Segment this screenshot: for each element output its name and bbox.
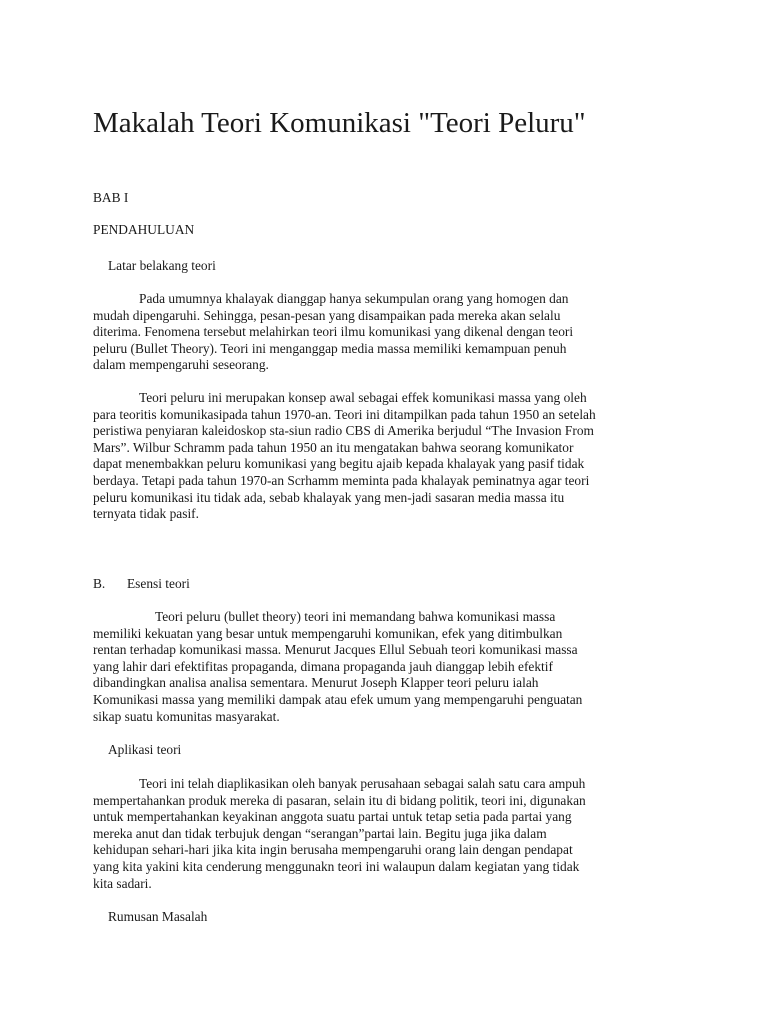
paragraph-latar-2: [93, 390, 683, 523]
paragraph-line: mempertahankan produk mereka di pasaran, selain itu di bidang politik, teori ini, digunakan: [93, 792, 586, 808]
paragraph-line: Teori ini telah diaplikasikan oleh banyak perusahaan sebagai salah satu cara ampuh: [139, 776, 586, 791]
paragraph-line: dibandingkan analisa analisa sementara. Menurut Joseph Klapper teori peluru ialah: [93, 675, 539, 691]
paragraph-line: untuk mempertahankan keyakinan anggota suatu partai untuk tetap setia pada partai yang: [93, 809, 572, 825]
chapter-title: PENDAHULUAN: [93, 222, 195, 237]
paragraph-line: mudah dipengaruhi. Sehingga, pesan-pesan yang disampaikan pada mereka akan selalu: [93, 307, 561, 323]
section-heading-esensi: Esensi teori: [127, 576, 190, 591]
paragraph-line: Mars”. Wilbur Schramm pada tahun 1950 an itu mengatakan bahwa seorang komunikator: [93, 439, 574, 455]
paragraph-line: para teoritis komunikasipada tahun 1970-an. Teori ini ditampilkan pada tahun 1950 an setelah: [93, 406, 596, 422]
paragraph-line: memiliki kekuatan yang besar untuk mempengaruhi komunikan, efek yang ditimbulkan: [93, 625, 563, 641]
document-title: Makalah Teori Komunikasi "Teori Peluru": [93, 107, 586, 139]
section-heading-latar: Latar belakang teori: [108, 258, 216, 273]
paragraph-line: peristiwa penyiaran kaleidoskop sta-siun radio CBS di Amerika berjudul “The Invasion From: [93, 423, 594, 439]
paragraph-latar-1: [93, 291, 683, 374]
paragraph-line: yang kita yakini kita cenderung menggunakn teori ini walaupun dalam kegiatan yang tidak: [93, 858, 580, 874]
section-heading-aplikasi: Aplikasi teori: [108, 742, 182, 757]
paragraph-line: peluru (Bullet Theory). Teori ini menganggap media massa memiliki kemampuan penuh: [93, 340, 567, 356]
paragraph-line: dalam mempengaruhi seseorang.: [93, 357, 269, 373]
paragraph-line: diterima. Fenomena tersebut melahirkan teori ilmu komunikasi yang dikenal dengan teori: [93, 324, 574, 340]
paragraph-line: kehidupan sehari-hari jika kita ingin berusaha mempengaruhi orang lain dengan pendapat: [93, 842, 573, 858]
paragraph-esensi: [93, 609, 683, 725]
paragraph-line: peluru komunikasi itu tidak ada, sebab khalayak yang men-jadi sasaran media massa itu: [93, 489, 565, 505]
paragraph-aplikasi: [93, 776, 683, 892]
paragraph-line: dapat menembakkan peluru komunikasi yang begitu ajaib kepada khalayak yang pasif tidak: [93, 456, 585, 472]
paragraph-line: ternyata tidak pasif.: [93, 506, 199, 522]
paragraph-line: sikap suatu komunitas masyarakat.: [93, 708, 280, 724]
paragraph-line: mereka anut dan tidak terbujuk dengan “serangan”partai lain. Begitu juga jika dalam: [93, 825, 547, 841]
paragraph-line: Komunikasi massa yang memiliki dampak atau efek umum yang mempengaruhi penguatan: [93, 691, 583, 707]
paragraph-line: berdaya. Tetapi pada tahun 1970-an Scrhamm meminta pada khalayak peminatnya agar teori: [93, 472, 590, 488]
section-heading-rumusan: Rumusan Masalah: [108, 909, 208, 924]
paragraph-line: Teori peluru ini merupakan konsep awal sebagai effek komunikasi massa yang oleh: [139, 390, 587, 405]
paragraph-line: rentan terhadap komunikasi massa. Menurut Jacques Ellul Sebuah teori komunikasi massa: [93, 642, 578, 658]
paragraph-line: Teori peluru (bullet theory) teori ini memandang bahwa komunikasi massa: [155, 609, 556, 624]
section-marker-b: B.: [93, 576, 106, 591]
chapter-label: BAB I: [93, 190, 129, 205]
paragraph-line: kita sadari.: [93, 875, 152, 891]
paragraph-line: Pada umumnya khalayak dianggap hanya sekumpulan orang yang homogen dan: [139, 291, 569, 306]
paragraph-line: yang lahir dari efektifitas propaganda, dimana propaganda jauh dianggap lebih efektif: [93, 658, 553, 674]
